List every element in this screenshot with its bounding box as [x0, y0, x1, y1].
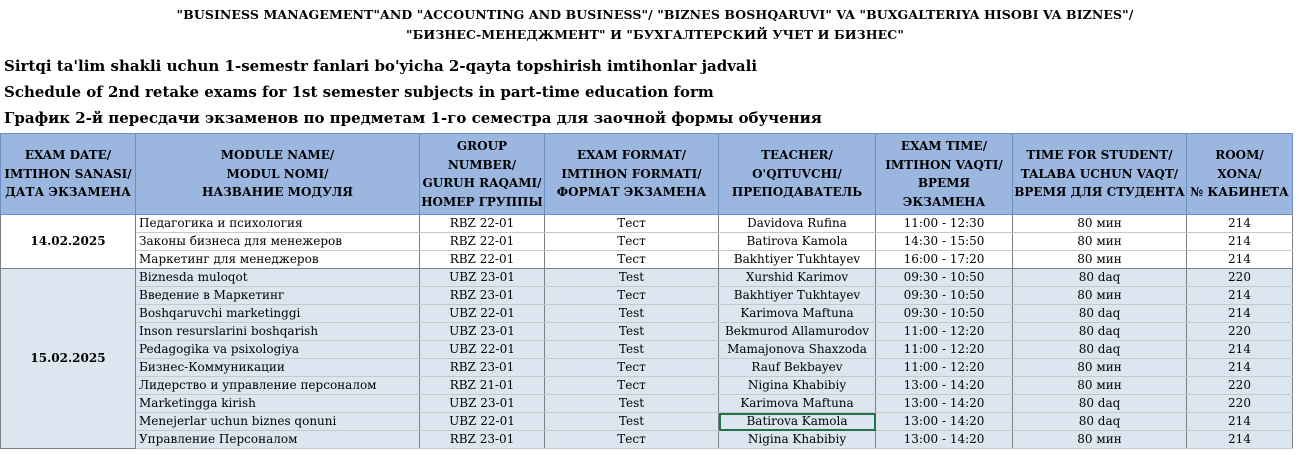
module-name-cell[interactable]: Введение в Маркетинг [136, 287, 420, 305]
group-cell[interactable]: UBZ 22-01 [420, 305, 545, 323]
student-time-cell[interactable]: 80 daq [1013, 269, 1187, 287]
exam-time-cell[interactable]: 11:00 - 12:30 [876, 215, 1013, 233]
format-cell[interactable]: Test [545, 269, 719, 287]
student-time-cell[interactable]: 80 мин [1013, 431, 1187, 449]
column-header-line: MODUL NOMI/ [226, 166, 329, 181]
room-cell[interactable]: 220 [1187, 269, 1293, 287]
group-cell[interactable]: RBZ 21-01 [420, 377, 545, 395]
selected-cell[interactable]: Batirova Kamola [719, 413, 876, 431]
column-header-line: ПРЕПОДАВАТЕЛЬ [731, 185, 863, 200]
column-header-line: TIME FOR STUDENT/ [1026, 148, 1173, 163]
module-name-cell[interactable]: Педагогика и психология [136, 215, 420, 233]
format-cell[interactable]: Тест [545, 233, 719, 251]
teacher-cell[interactable]: Batirova Kamola [719, 233, 876, 251]
column-header-line: ROOM/ [1215, 148, 1264, 163]
teacher-cell[interactable]: Mamajonova Shaxzoda [719, 341, 876, 359]
column-header-line: IMTIHON FORMATI/ [561, 166, 702, 181]
room-cell[interactable]: 220 [1187, 395, 1293, 413]
group-cell[interactable]: UBZ 23-01 [420, 323, 545, 341]
column-header-line: TEACHER/ [761, 148, 833, 163]
format-cell[interactable]: Test [545, 395, 719, 413]
room-cell[interactable]: 214 [1187, 305, 1293, 323]
exam-time-cell[interactable]: 16:00 - 17:20 [876, 251, 1013, 269]
student-time-cell[interactable]: 80 мин [1013, 377, 1187, 395]
exam-time-cell[interactable]: 11:00 - 12:20 [876, 359, 1013, 377]
table-row [1, 359, 1293, 377]
student-time-cell[interactable]: 80 мин [1013, 215, 1187, 233]
format-cell[interactable]: Test [545, 413, 719, 431]
module-name-cell[interactable]: Pedagogika va psixologiya [136, 341, 420, 359]
room-cell[interactable]: 220 [1187, 377, 1293, 395]
room-cell[interactable]: 214 [1187, 359, 1293, 377]
exam-date-cell[interactable]: 15.02.2025 [1, 269, 136, 449]
group-cell[interactable]: RBZ 23-01 [420, 287, 545, 305]
exam-time-cell[interactable]: 13:00 - 14:20 [876, 431, 1013, 449]
column-header-line: ВРЕМЯ ЭКЗАМЕНА [902, 176, 986, 209]
subtitle-ru: График 2-й пересдачи экзаменов по предметам 1-го семестра для заочной формы обучения [4, 109, 822, 127]
exam-time-cell[interactable]: 09:30 - 10:50 [876, 269, 1013, 287]
table-row [1, 305, 1293, 323]
room-cell[interactable]: 214 [1187, 233, 1293, 251]
table-row [1, 341, 1293, 359]
column-header-line: IMTIHON SANASI/ [4, 166, 132, 181]
column-header-line: № КАБИНЕТА [1190, 185, 1289, 200]
subtitle-en: Schedule of 2nd retake exams for 1st semester subjects in part-time education form [4, 83, 714, 101]
format-cell[interactable]: Тест [545, 215, 719, 233]
column-header-line: НОМЕР ГРУППЫ [421, 194, 543, 209]
column-header-line: ФОРМАТ ЭКЗАМЕНА [556, 185, 707, 200]
teacher-cell[interactable]: Karimova Maftuna [719, 305, 876, 323]
format-cell[interactable]: Тест [545, 287, 719, 305]
module-name-cell[interactable]: Управление Персоналом [136, 431, 420, 449]
teacher-cell[interactable]: Bakhtiyer Tukhtayev [719, 287, 876, 305]
column-header-exam-time[interactable] [876, 134, 1013, 215]
format-cell[interactable]: Тест [545, 359, 719, 377]
room-cell[interactable]: 214 [1187, 413, 1293, 431]
module-name-cell[interactable]: Menejerlar uchun biznes qonuni [136, 413, 420, 431]
teacher-cell[interactable]: Davidova Rufina [719, 215, 876, 233]
column-header-line: O'QITUVCHI/ [752, 166, 842, 181]
exam-date-cell[interactable]: 14.02.2025 [1, 215, 136, 269]
exam-time-cell[interactable]: 13:00 - 14:20 [876, 377, 1013, 395]
student-time-cell[interactable]: 80 daq [1013, 413, 1187, 431]
room-cell[interactable]: 214 [1187, 431, 1293, 449]
teacher-cell[interactable]: Bakhtiyer Tukhtayev [719, 251, 876, 269]
student-time-cell[interactable]: 80 мин [1013, 287, 1187, 305]
table-row [1, 395, 1293, 413]
group-cell[interactable]: UBZ 23-01 [420, 395, 545, 413]
room-cell[interactable]: 214 [1187, 287, 1293, 305]
student-time-cell[interactable]: 80 мин [1013, 233, 1187, 251]
subtitle-uz: Sirtqi ta'lim shakli uchun 1-semestr fanlari bo'yicha 2-qayta topshirish imtihonlar jadvali [4, 57, 758, 75]
format-cell[interactable]: Тест [545, 431, 719, 449]
exam-time-cell[interactable]: 14:30 - 15:50 [876, 233, 1013, 251]
module-name-cell[interactable]: Boshqaruvchi marketinggi [136, 305, 420, 323]
table-header-row [1, 134, 1293, 215]
room-cell[interactable]: 214 [1187, 251, 1293, 269]
column-header-line: ДАТА ЭКЗАМЕНА [5, 185, 131, 200]
table-row [1, 215, 1293, 233]
table-row [1, 287, 1293, 305]
format-cell[interactable]: Test [545, 323, 719, 341]
group-cell[interactable]: RBZ 23-01 [420, 431, 545, 449]
module-name-cell[interactable]: Inson resurslarini boshqarish [136, 323, 420, 341]
column-header-exam-format[interactable] [545, 134, 719, 215]
group-cell[interactable]: UBZ 22-01 [420, 341, 545, 359]
table-row [1, 269, 1293, 287]
group-cell[interactable]: UBZ 22-01 [420, 413, 545, 431]
column-header-line: EXAM DATE/ [24, 148, 112, 163]
student-time-cell[interactable]: 80 daq [1013, 341, 1187, 359]
room-cell[interactable]: 220 [1187, 323, 1293, 341]
column-header-line: GURUH RAQAMI/ [422, 176, 542, 190]
table-row [1, 251, 1293, 269]
group-cell[interactable]: RBZ 22-01 [420, 233, 545, 251]
room-cell[interactable]: 214 [1187, 341, 1293, 359]
student-time-cell[interactable]: 80 daq [1013, 305, 1187, 323]
module-name-cell[interactable]: Marketingga kirish [136, 395, 420, 413]
table-body [1, 215, 1293, 449]
teacher-cell[interactable]: Nigina Khabibiy [719, 431, 876, 449]
student-time-cell[interactable]: 80 daq [1013, 323, 1187, 341]
module-name-cell[interactable]: Лидерство и управление персоналом [136, 377, 420, 395]
room-cell[interactable]: 214 [1187, 215, 1293, 233]
teacher-cell[interactable]: Karimova Maftuna [719, 395, 876, 413]
exam-time-cell[interactable]: 09:30 - 10:50 [876, 287, 1013, 305]
column-header-line: НАЗВАНИЕ МОДУЛЯ [201, 185, 354, 200]
format-cell[interactable]: Test [545, 341, 719, 359]
group-cell[interactable]: RBZ 22-01 [420, 251, 545, 269]
column-header-module-name[interactable] [136, 134, 420, 215]
group-cell[interactable]: RBZ 22-01 [420, 215, 545, 233]
format-cell[interactable]: Test [545, 305, 719, 323]
teacher-cell[interactable]: Xurshid Karimov [719, 269, 876, 287]
student-time-cell[interactable]: 80 daq [1013, 395, 1187, 413]
column-header-line: IMTIHON VAQTI/ [885, 157, 1003, 172]
column-header-group-number[interactable] [420, 134, 545, 215]
format-cell[interactable]: Тест [545, 251, 719, 269]
column-header-exam-date[interactable] [1, 134, 136, 215]
module-name-cell[interactable]: Бизнес-Коммуникации [136, 359, 420, 377]
teacher-cell[interactable]: Rauf Bekbayev [719, 359, 876, 377]
header-title-line1: "BUSINESS MANAGEMENT"AND "ACCOUNTING AND BUSINESS"/ "BIZNES BOSHQARUVI" VA "BUXGALTERIYA HISOBI VA BIZNES"/ [176, 7, 1134, 22]
column-header-line: TALABA UCHUN VAQT/ [1020, 166, 1179, 181]
module-name-cell[interactable]: Biznesda muloqot [136, 269, 420, 287]
exam-time-cell[interactable]: 13:00 - 14:20 [876, 413, 1013, 431]
exam-schedule-table [0, 133, 1293, 449]
exam-time-cell[interactable]: 13:00 - 14:20 [876, 395, 1013, 413]
column-header-line: ВРЕМЯ ДЛЯ СТУДЕНТА [1014, 185, 1185, 200]
table-row [1, 377, 1293, 395]
exam-time-cell[interactable]: 11:00 - 12:20 [876, 341, 1013, 359]
column-header-student-time[interactable] [1013, 134, 1187, 215]
format-cell[interactable]: Тест [545, 377, 719, 395]
module-name-cell[interactable]: Законы бизнеса для менежеров [136, 233, 420, 251]
student-time-cell[interactable]: 80 мин [1013, 251, 1187, 269]
student-time-cell[interactable]: 80 мин [1013, 359, 1187, 377]
module-name-cell[interactable]: Маркетинг для менеджеров [136, 251, 420, 269]
table-row [1, 431, 1293, 449]
exam-time-cell[interactable]: 09:30 - 10:50 [876, 305, 1013, 323]
teacher-cell[interactable]: Nigina Khabibiy [719, 377, 876, 395]
table-row [1, 233, 1293, 251]
table-row [1, 323, 1293, 341]
column-header-line: MODULE NAME/ [220, 148, 335, 163]
header-title-line2: "БИЗНЕС-МЕНЕДЖМЕНТ" И "БУХГАЛТЕРСКИЙ УЧЕТ И БИЗНЕС" [406, 27, 904, 42]
column-header-teacher[interactable] [719, 134, 876, 215]
exam-time-cell[interactable]: 11:00 - 12:20 [876, 323, 1013, 341]
column-header-room[interactable] [1187, 134, 1293, 215]
column-header-line: XONA/ [1217, 166, 1262, 181]
column-header-line: EXAM TIME/ [900, 139, 988, 153]
teacher-cell[interactable]: Bekmurod Allamurodov [719, 323, 876, 341]
group-cell[interactable]: UBZ 23-01 [420, 269, 545, 287]
group-cell[interactable]: RBZ 23-01 [420, 359, 545, 377]
column-header-line: GROUP NUMBER/ [447, 139, 517, 172]
column-header-line: EXAM FORMAT/ [577, 148, 686, 163]
table-row [1, 413, 1293, 431]
